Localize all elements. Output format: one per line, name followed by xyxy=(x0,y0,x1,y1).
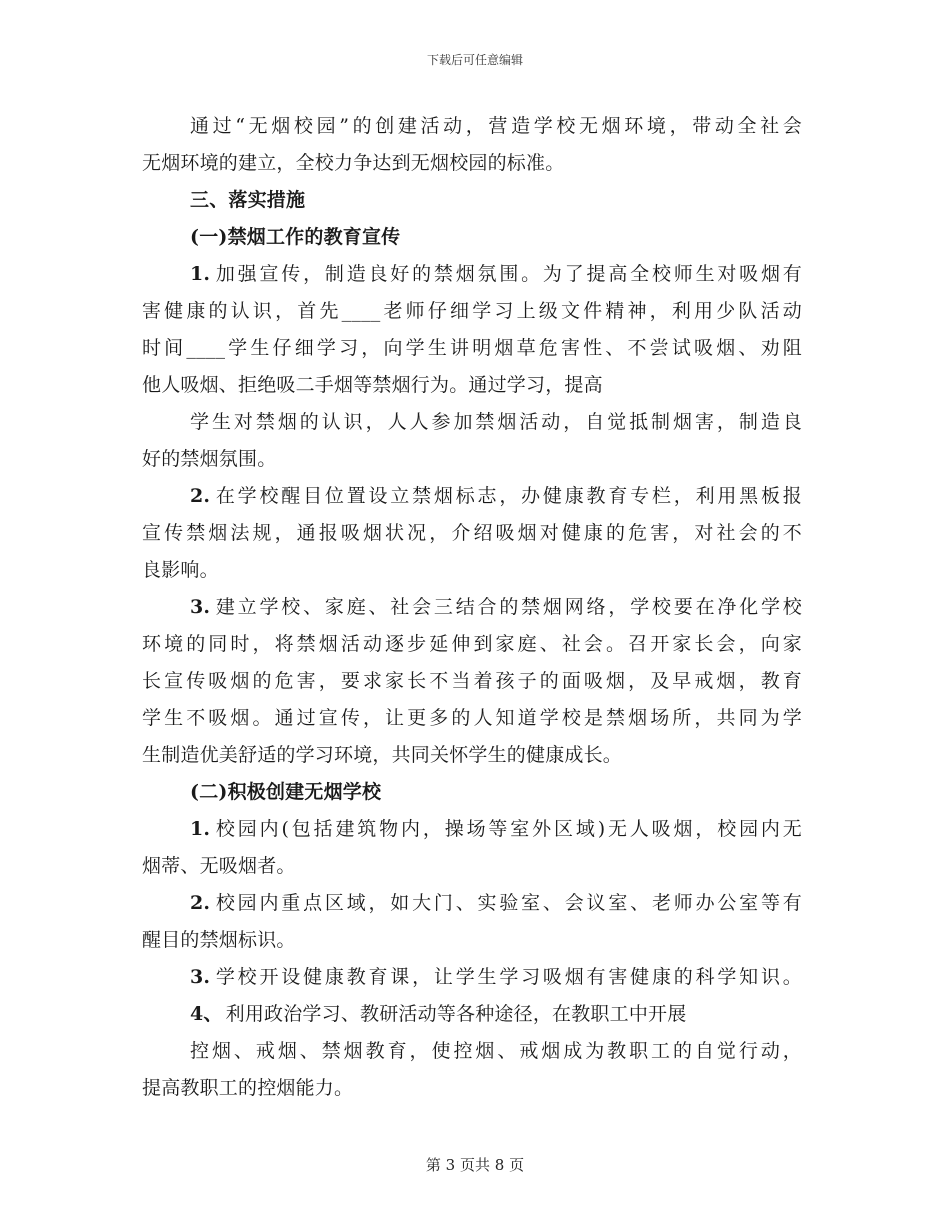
item-number: 1. xyxy=(190,818,211,840)
paragraph-line: 学生对禁烟的认识，人人参加禁烟活动，自觉抵制烟害，制造良 xyxy=(190,411,802,433)
paragraph-line: 良影响。 xyxy=(142,559,219,581)
paragraph-line: 好的禁烟氛围。 xyxy=(142,448,277,470)
subsection-heading: (二)积极创建无烟学校 xyxy=(190,781,382,803)
list-item-line xyxy=(142,478,802,515)
paragraph-line: 害健康的认识，首先____老师仔细学习上级文件精神，利用少队活动 xyxy=(142,300,802,322)
paragraph-line: 无烟环境的建立，全校力争达到无烟校园的标准。 xyxy=(142,152,565,174)
item-number: 3. xyxy=(190,966,211,988)
paragraph-line: 通过“无烟校园”的创建活动，营造学校无烟环境，带动全社会 xyxy=(190,115,802,137)
list-item-line xyxy=(142,811,802,848)
item-text: 校园内(包括建筑物内，操场等室外区域)无人吸烟，校园内无 xyxy=(213,818,802,840)
item-text: 校园内重点区域，如大门、实验室、会议室、老师办公室等有 xyxy=(213,892,802,914)
item-text: 学校开设健康教育课，让学生学习吸烟有害健康的科学知识。 xyxy=(213,966,802,988)
paragraph-line: 时间____学生仔细学习，向学生讲明烟草危害性、不尝试吸烟、劝阻 xyxy=(142,337,802,359)
paragraph-line: 提高教职工的控烟能力。 xyxy=(142,1077,354,1099)
paragraph-line: 控烟、戒烟、禁烟教育，使控烟、戒烟成为教职工的自觉行动， xyxy=(190,1040,802,1062)
paragraph-line: 长宣传吸烟的危害，要求家长不当着孩子的面吸烟，及早戒烟，教育 xyxy=(142,670,802,692)
page-header: 下载后可任意编辑 xyxy=(426,53,523,67)
item-text: 建立学校、家庭、社会三结合的禁烟网络，学校要在净化学校 xyxy=(213,596,802,618)
paragraph-line: 宣传禁烟法规，通报吸烟状况，介绍吸烟对健康的危害，对社会的不 xyxy=(142,522,802,544)
paragraph-line: 醒目的禁烟标识。 xyxy=(142,929,296,951)
item-number: 2. xyxy=(190,485,211,507)
paragraph-line: 学生不吸烟。通过宣传，让更多的人知道学校是禁烟场所，共同为学 xyxy=(142,707,802,729)
item-text: 利用政治学习、教研活动等各种途径，在教职工中开展 xyxy=(225,1003,687,1025)
paragraph-line: 生制造优美舒适的学习环境，共同关怀学生的健康成长。 xyxy=(142,744,623,766)
paragraph-line: 环境的同时，将禁烟活动逐步延伸到家庭、社会。召开家长会，向家 xyxy=(142,633,802,655)
list-item-line xyxy=(142,589,802,626)
item-number: 2. xyxy=(190,892,211,914)
item-number: 1. xyxy=(190,263,211,285)
paragraph-line: 他人吸烟、拒绝吸二手烟等禁烟行为。通过学习，提高 xyxy=(142,374,603,396)
paragraph-line: 烟蒂、无吸烟者。 xyxy=(142,855,296,877)
document-body xyxy=(142,108,802,1107)
item-text: 加强宣传，制造良好的禁烟氛围。为了提高全校师生对吸烟有 xyxy=(213,263,802,285)
item-text: 在学校醒目位置设立禁烟标志，办健康教育专栏，利用黑板报 xyxy=(213,485,802,507)
section-heading: 三、落实措施 xyxy=(190,189,306,211)
item-number: 3. xyxy=(190,596,211,618)
list-item-line xyxy=(142,959,802,996)
subsection-heading: (一)禁烟工作的教育宣传 xyxy=(190,226,401,248)
list-item-line xyxy=(142,996,802,1033)
list-item-line xyxy=(142,885,802,922)
item-number: 4、 xyxy=(190,1003,223,1025)
list-item-line xyxy=(142,256,802,293)
page-footer: 第 3 页共 8 页 xyxy=(425,1156,525,1174)
